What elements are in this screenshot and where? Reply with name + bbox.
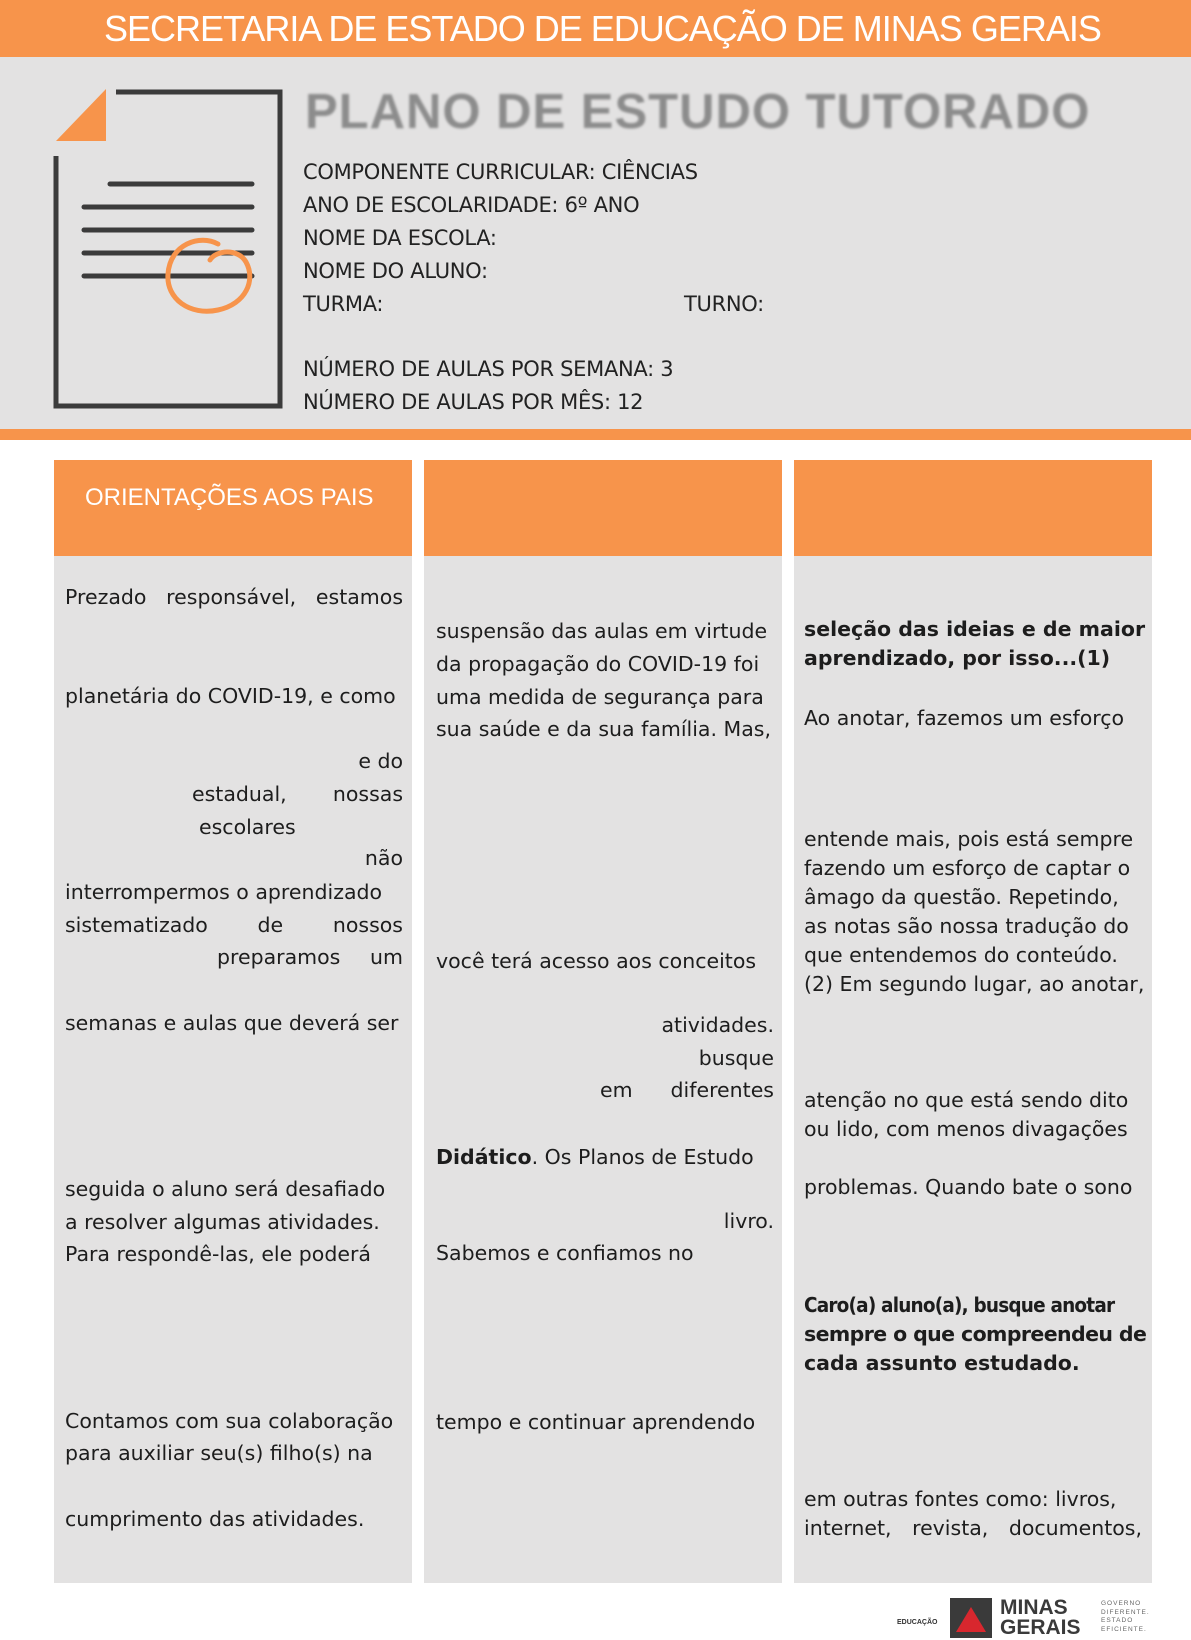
text-line: fazendo um esforço de captar o bbox=[804, 856, 1131, 880]
text-line: Prezado responsável, estamos bbox=[65, 585, 403, 609]
text-line: semanas e aulas que deverá ser bbox=[65, 1011, 399, 1035]
text-line: ou lido, com menos divagações bbox=[804, 1117, 1128, 1141]
text-line: suspensão das aulas em virtude bbox=[436, 619, 768, 643]
text-fragment: . Os Planos de Estudo bbox=[531, 1145, 754, 1169]
text-line: sistematizado de nossos bbox=[65, 913, 403, 937]
text-line-bold: cada assunto estudado. bbox=[804, 1351, 1080, 1375]
footer-educacao: EDUCAÇÃO bbox=[897, 1619, 938, 1626]
text-line: busque bbox=[698, 1046, 774, 1070]
text-line: sua saúde e da sua família. Mas, bbox=[436, 717, 771, 741]
government-tagline: GOVERNO DIFERENTE. ESTADO EFICIENTE. bbox=[1101, 1600, 1150, 1633]
text-line-bold: Caro(a) aluno(a), busque anotar bbox=[804, 1293, 1115, 1317]
text-line: cumprimento das atividades. bbox=[65, 1507, 365, 1531]
turma-label: TURMA: bbox=[303, 292, 384, 316]
text-line: e do bbox=[358, 749, 403, 773]
text-line: a resolver algumas atividades. bbox=[65, 1210, 380, 1234]
column-header-title: ORIENTAÇÕES AOS PAIS bbox=[85, 484, 374, 511]
text-line-bold: seleção das ideias e de maior bbox=[804, 617, 1146, 641]
text-line: uma medida de segurança para bbox=[436, 685, 764, 709]
text-line: problemas. Quando bate o sono bbox=[804, 1175, 1133, 1199]
text-line: Contamos com sua colaboração bbox=[65, 1409, 394, 1433]
header-divider bbox=[0, 429, 1191, 440]
top-banner bbox=[0, 0, 1191, 57]
column-header bbox=[424, 460, 782, 556]
nome-escola-label: NOME DA ESCOLA: bbox=[303, 226, 497, 250]
text-line: não bbox=[364, 846, 403, 870]
text-line: da propagação do COVID-19 foi bbox=[436, 652, 760, 676]
componente-curricular: COMPONENTE CURRICULAR: CIÊNCIAS bbox=[303, 160, 698, 184]
aulas-mes: NÚMERO DE AULAS POR MÊS: 12 bbox=[303, 390, 644, 414]
text-line-bold: sempre o que compreendeu de bbox=[804, 1322, 1147, 1346]
text-line: seguida o aluno será desafiado bbox=[65, 1177, 386, 1201]
text-line: em diferentes bbox=[600, 1078, 774, 1102]
text-line: (2) Em segundo lugar, ao anotar, bbox=[804, 972, 1145, 996]
text-line: planetária do COVID-19, e como bbox=[65, 684, 396, 708]
text-line-bold: aprendizado, por isso...(1) bbox=[804, 646, 1111, 670]
text-line: entende mais, pois está sempre bbox=[804, 827, 1134, 851]
nome-aluno-label: NOME DO ALUNO: bbox=[303, 259, 488, 283]
text-line: estadual, nossas bbox=[192, 782, 403, 806]
column-header bbox=[54, 460, 412, 556]
text-line: livro. bbox=[723, 1209, 774, 1233]
turno-label: TURNO: bbox=[684, 292, 764, 316]
ano-escolaridade: ANO DE ESCOLARIDADE: 6º ANO bbox=[303, 193, 640, 217]
column-orientacoes bbox=[54, 460, 412, 1583]
column-right bbox=[794, 460, 1152, 1583]
text-line: Sabemos e confiamos no bbox=[436, 1241, 694, 1265]
text-line: atividades. bbox=[661, 1013, 774, 1037]
text-line: âmago da questão. Repetindo, bbox=[804, 885, 1119, 909]
text-line: internet, revista, documentos, bbox=[804, 1516, 1142, 1540]
text-line: você terá acesso aos conceitos bbox=[436, 949, 757, 973]
aulas-semana: NÚMERO DE AULAS POR SEMANA: 3 bbox=[303, 357, 674, 381]
text-line: escolares bbox=[199, 815, 296, 839]
text-line: Ao anotar, fazemos um esforço bbox=[804, 706, 1125, 730]
didatico-bold: Didático bbox=[436, 1145, 532, 1169]
text-line: interrompermos o aprendizado bbox=[65, 880, 383, 904]
text-line: as notas são nossa tradução do bbox=[804, 914, 1129, 938]
text-line: Para respondê-las, ele poderá bbox=[65, 1242, 371, 1266]
text-line: em outras fontes como: livros, bbox=[804, 1487, 1117, 1511]
document-icon bbox=[50, 84, 290, 414]
column-header bbox=[794, 460, 1152, 556]
text-line: atenção no que está sendo dito bbox=[804, 1088, 1129, 1112]
text-line: para auxiliar seu(s) filho(s) na bbox=[65, 1441, 373, 1465]
text-line: tempo e continuar aprendendo bbox=[436, 1410, 756, 1434]
text-line: que entendemos do conteúdo. bbox=[804, 943, 1118, 967]
minas-gerais-wordmark: MINAS GERAIS bbox=[1000, 1596, 1081, 1639]
minas-gerais-logo-icon bbox=[950, 1598, 992, 1638]
text-line: preparamos um bbox=[217, 945, 403, 969]
banner-title: SECRETARIA DE ESTADO DE EDUCAÇÃO DE MINAS GERAIS bbox=[104, 8, 1101, 49]
text-line bbox=[436, 1142, 754, 1172]
column-middle bbox=[424, 460, 782, 1583]
plan-title: PLANO DE ESTUDO TUTORADO bbox=[305, 85, 1091, 139]
